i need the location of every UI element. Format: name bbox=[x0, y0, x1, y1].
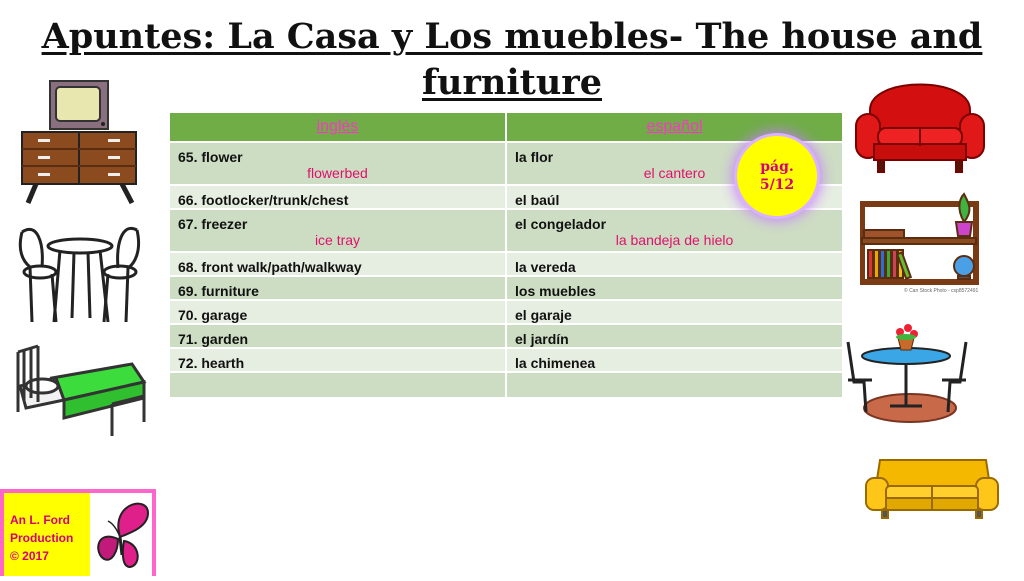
spanish-term: la flor bbox=[515, 149, 554, 165]
table-row bbox=[169, 252, 843, 276]
credit-line: Production bbox=[10, 531, 74, 545]
bed-illustration bbox=[12, 342, 148, 438]
credit-line: © 2017 bbox=[10, 549, 49, 563]
bistro-table-chairs-illustration bbox=[12, 222, 147, 330]
spanish-term: el congelador bbox=[515, 216, 607, 232]
badge-label: pág. bbox=[760, 159, 794, 175]
red-sofa-illustration bbox=[852, 70, 988, 174]
tv-dresser-illustration bbox=[20, 80, 140, 205]
watermark-text: © Can Stock Photo - csp8572491 bbox=[904, 288, 979, 294]
spanish-subterm: la bandeja de hielo bbox=[615, 232, 734, 248]
english-subterm: flowerbed bbox=[307, 165, 368, 181]
header-english: inglés bbox=[169, 112, 506, 142]
english-term: 68. front walk/path/walkway bbox=[178, 259, 362, 275]
spanish-term: el baúl bbox=[515, 192, 560, 208]
spanish-term: la vereda bbox=[515, 259, 576, 275]
credit-text bbox=[4, 493, 90, 576]
english-term: 70. garage bbox=[178, 307, 248, 323]
butterfly-illustration bbox=[90, 493, 152, 576]
spanish-term: el garaje bbox=[515, 307, 572, 323]
header-spanish: español bbox=[506, 112, 843, 142]
table-row bbox=[169, 324, 843, 348]
table-row bbox=[169, 276, 843, 300]
english-term: 66. footlocker/trunk/chest bbox=[178, 192, 349, 208]
table-row-empty bbox=[169, 372, 843, 398]
credit-line: An L. Ford bbox=[10, 513, 70, 527]
empty-cell bbox=[506, 372, 843, 398]
table-row bbox=[169, 209, 843, 252]
english-term: 65. flower bbox=[178, 149, 243, 165]
page-badge bbox=[737, 136, 817, 216]
bookshelf-illustration bbox=[860, 192, 980, 294]
table-row bbox=[169, 348, 843, 372]
table-header-row bbox=[169, 112, 843, 142]
english-term: 67. freezer bbox=[178, 216, 248, 232]
spanish-term: la chimenea bbox=[515, 355, 596, 371]
patio-table-illustration bbox=[844, 322, 972, 428]
empty-cell bbox=[169, 372, 506, 398]
english-term: 71. garden bbox=[178, 331, 249, 347]
english-subterm: ice tray bbox=[314, 232, 361, 248]
spanish-term: el jardín bbox=[515, 331, 569, 347]
spanish-subterm: el cantero bbox=[643, 165, 706, 181]
table-row bbox=[169, 300, 843, 324]
page-title: Apuntes: La Casa y Los muebles- The house and furniture bbox=[41, 16, 983, 103]
butterfly-panel bbox=[90, 493, 152, 576]
english-term: 72. hearth bbox=[178, 355, 245, 371]
yellow-sofa-illustration bbox=[864, 456, 1000, 520]
badge-page: 5/12 bbox=[759, 177, 795, 193]
spanish-term: los muebles bbox=[515, 283, 596, 299]
english-term: 69. furniture bbox=[178, 283, 259, 299]
credit-block bbox=[0, 489, 156, 576]
